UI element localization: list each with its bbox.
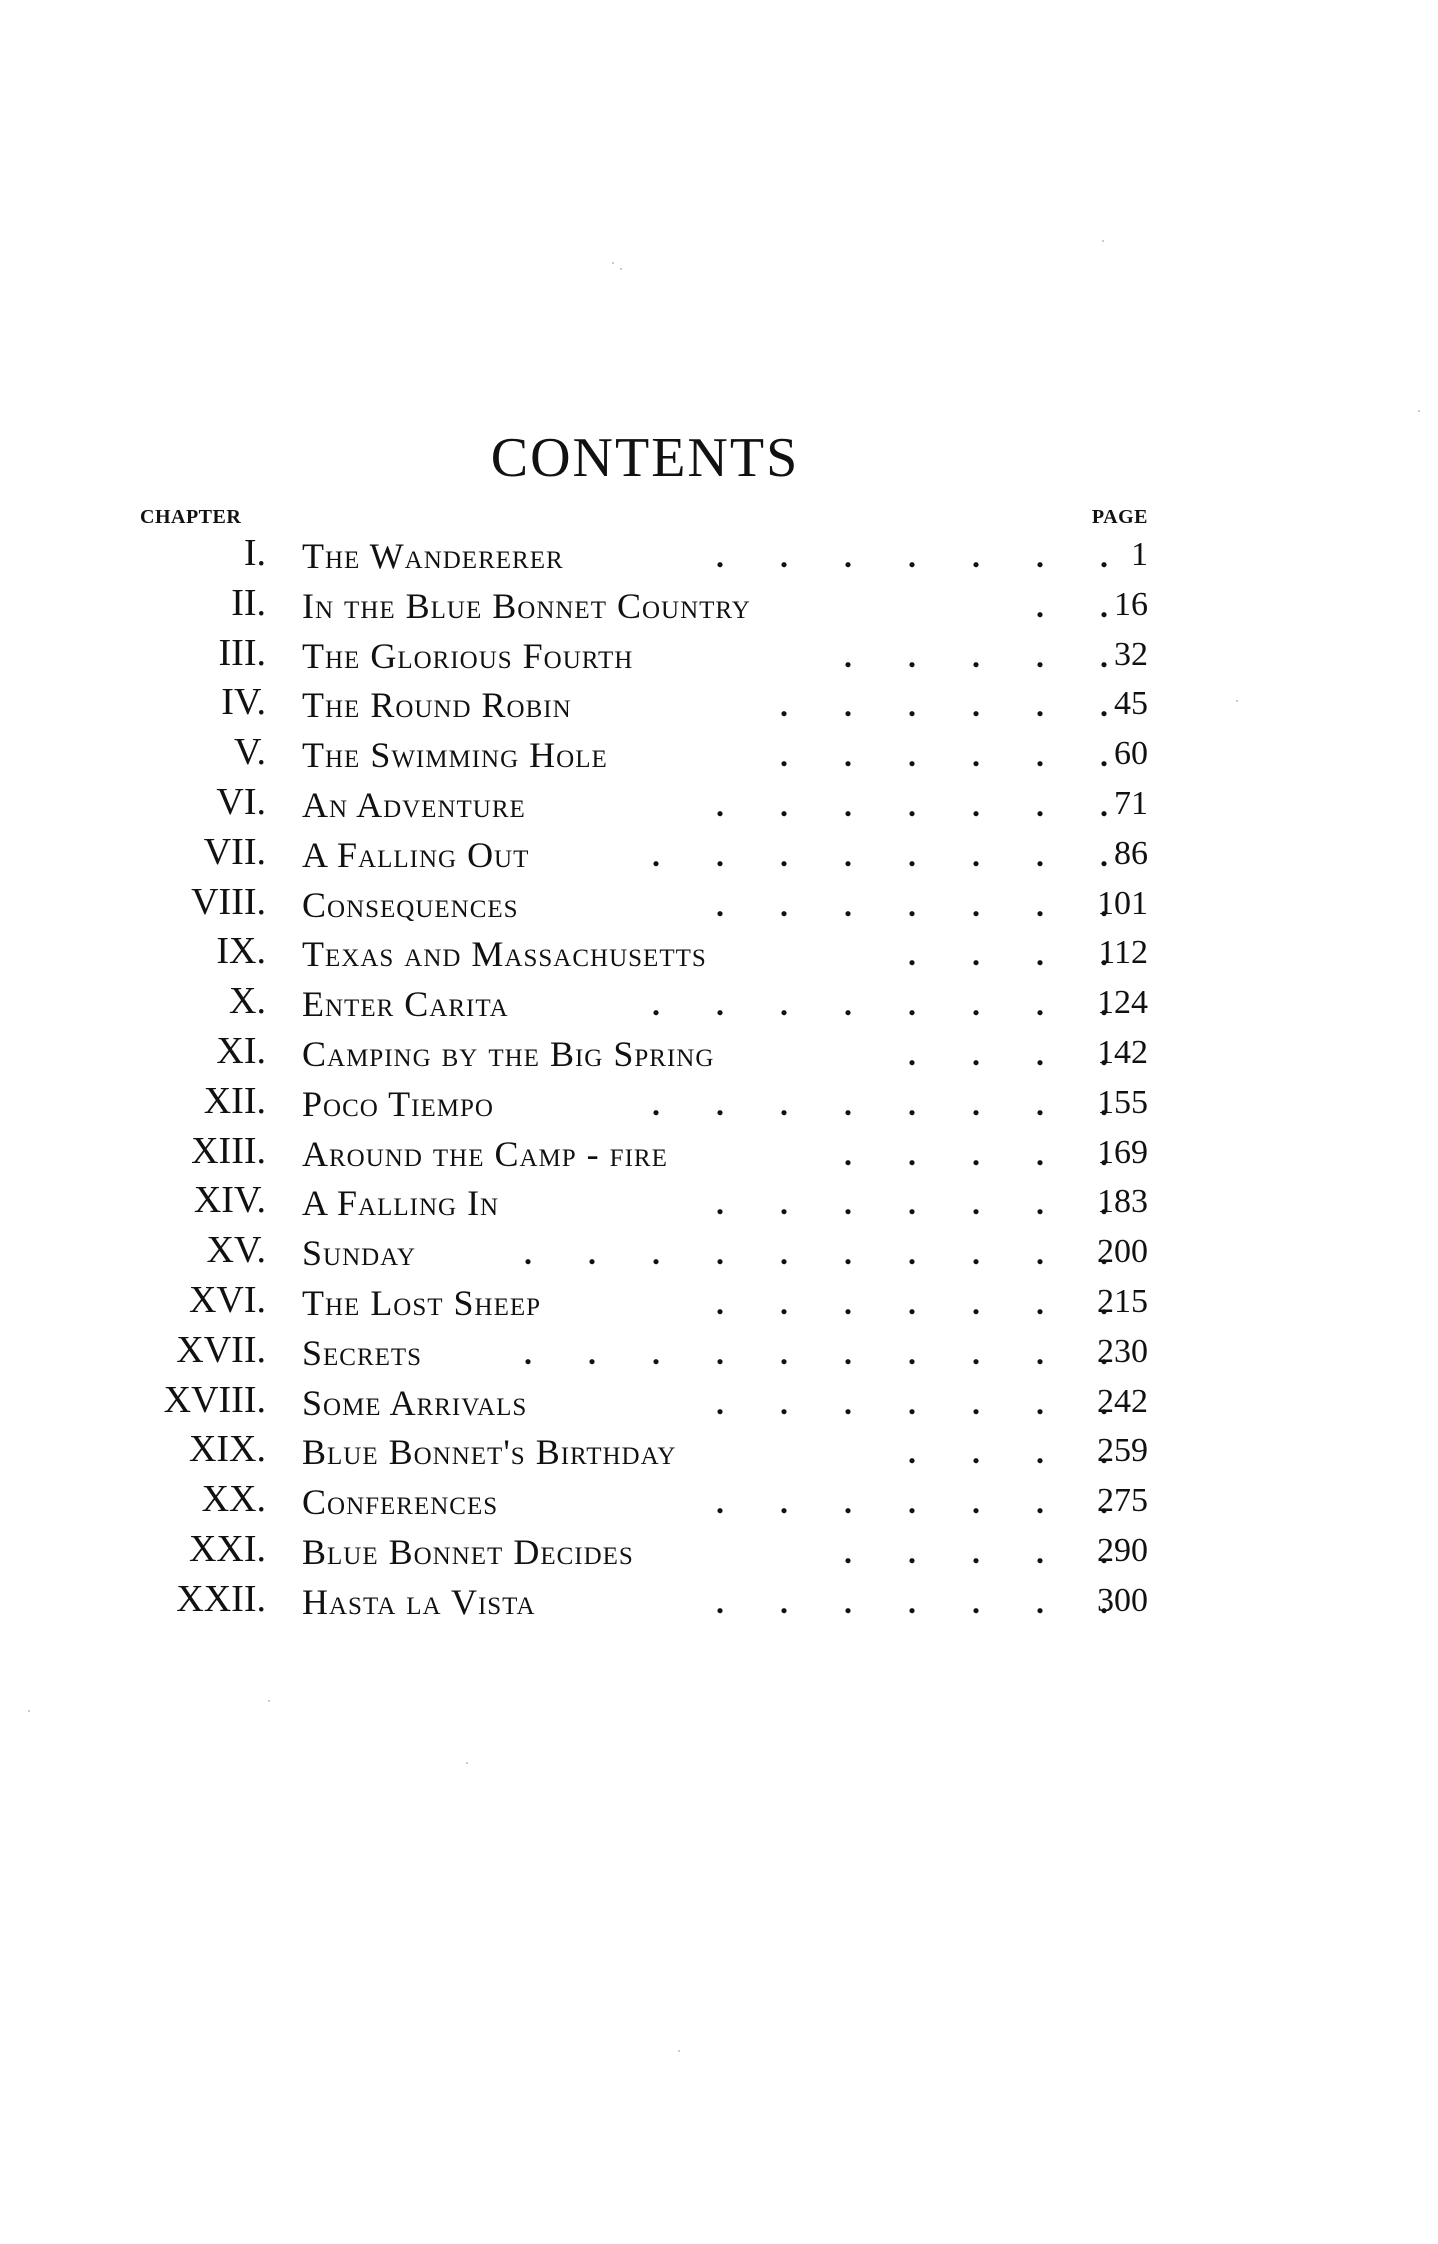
chapter-title: Texas and Massachusetts bbox=[302, 934, 707, 975]
chapter-title: Some Arrivals bbox=[302, 1382, 528, 1423]
chapter-number: VI. bbox=[216, 780, 266, 823]
page-number: 71 bbox=[1114, 784, 1148, 822]
toc-row[interactable] bbox=[0, 1128, 1438, 1178]
page-number: 155 bbox=[1097, 1083, 1148, 1121]
toc-row[interactable] bbox=[0, 1377, 1438, 1427]
chapter-number: XIX. bbox=[188, 1428, 266, 1471]
toc-row[interactable] bbox=[0, 630, 1438, 680]
toc-row[interactable] bbox=[0, 1426, 1438, 1476]
chapter-title: Around the Camp - fire bbox=[302, 1133, 668, 1174]
chapter-number: VII. bbox=[203, 830, 266, 873]
page-number: 101 bbox=[1097, 884, 1148, 922]
page-column-header: PAGE bbox=[1091, 506, 1148, 528]
chapter-title: Camping by the Big Spring bbox=[302, 1033, 715, 1074]
page-number: 1 bbox=[1131, 536, 1148, 573]
dot-leader: . . . . . . . bbox=[716, 538, 1108, 574]
page-number: 259 bbox=[1097, 1432, 1148, 1470]
chapter-title: Secrets bbox=[302, 1332, 423, 1373]
chapter-number: XVIII. bbox=[163, 1378, 266, 1421]
chapter-number: XVII. bbox=[176, 1328, 266, 1371]
toc-row[interactable] bbox=[0, 729, 1438, 779]
toc-row[interactable] bbox=[0, 530, 1438, 580]
chapter-title: Blue Bonnet Decides bbox=[302, 1531, 634, 1572]
chapter-number: IX. bbox=[216, 930, 266, 973]
chapter-number: XX. bbox=[201, 1478, 266, 1521]
chapter-title: In the Blue Bonnet Country bbox=[302, 585, 751, 626]
chapter-title: An Adventure bbox=[302, 784, 526, 825]
chapter-number: VIII. bbox=[191, 880, 266, 923]
toc-row[interactable] bbox=[0, 879, 1438, 929]
chapter-title: The Swimming Hole bbox=[302, 735, 608, 776]
chapter-title: The Round Robin bbox=[302, 685, 572, 726]
chapter-title: Consequences bbox=[302, 884, 519, 925]
chapter-number: XI. bbox=[216, 1029, 266, 1072]
chapter-title: Enter Carita bbox=[302, 984, 509, 1025]
page-number: 242 bbox=[1097, 1382, 1148, 1420]
dot-leader: . . . . . . . bbox=[716, 1384, 1108, 1421]
page-number: 290 bbox=[1097, 1531, 1148, 1569]
dot-leader: . . . . . . . . bbox=[652, 836, 1108, 873]
dot-leader: . . . . bbox=[908, 1035, 1108, 1072]
toc-row[interactable] bbox=[0, 1526, 1438, 1576]
toc-row[interactable] bbox=[0, 928, 1438, 978]
dot-leader: . . . . . . . . bbox=[652, 986, 1108, 1023]
page-number: 16 bbox=[1114, 585, 1148, 623]
chapter-title: Conferences bbox=[302, 1482, 499, 1523]
page-number: 124 bbox=[1097, 984, 1148, 1022]
dot-leader: . . . . bbox=[908, 1434, 1108, 1471]
chapter-title: The Wandererer bbox=[302, 536, 564, 576]
page-number: 183 bbox=[1097, 1183, 1148, 1221]
page-number: 200 bbox=[1097, 1233, 1148, 1271]
dot-leader: . . . . . . . . . . bbox=[524, 1235, 1108, 1272]
toc-row[interactable] bbox=[0, 1028, 1438, 1078]
chapter-title: Blue Bonnet's Birthday bbox=[302, 1432, 677, 1473]
chapter-title: The Glorious Fourth bbox=[302, 635, 634, 676]
toc-row[interactable] bbox=[0, 679, 1438, 729]
chapter-number: XXII. bbox=[176, 1577, 266, 1620]
dot-leader: . . . . . . . bbox=[716, 1484, 1108, 1521]
dot-leader: . . . . bbox=[908, 936, 1108, 973]
page-number: 300 bbox=[1097, 1581, 1148, 1619]
chapter-number: XII. bbox=[203, 1079, 266, 1122]
dot-leader: . . . . . bbox=[844, 1135, 1108, 1172]
toc-row[interactable] bbox=[0, 580, 1438, 630]
page-number: 32 bbox=[1114, 635, 1148, 673]
chapter-title: A Falling In bbox=[302, 1183, 500, 1224]
page-number: 230 bbox=[1097, 1332, 1148, 1370]
dot-leader: . . . . . . bbox=[780, 687, 1108, 724]
dot-leader: . . . . . . . . bbox=[652, 1085, 1108, 1122]
chapter-number: III. bbox=[218, 631, 266, 674]
page-number: 275 bbox=[1097, 1482, 1148, 1520]
page-number: 112 bbox=[1098, 934, 1148, 972]
toc-row[interactable] bbox=[0, 1576, 1438, 1626]
toc-row[interactable] bbox=[0, 978, 1438, 1028]
page-number: 215 bbox=[1097, 1282, 1148, 1320]
chapter-number: XV. bbox=[206, 1229, 266, 1272]
contents-title: CONTENTS bbox=[490, 427, 800, 489]
dot-leader: . . bbox=[1036, 587, 1108, 624]
chapter-number: XXI. bbox=[188, 1527, 266, 1570]
chapter-title: Hasta la Vista bbox=[302, 1581, 536, 1622]
toc-row[interactable] bbox=[0, 829, 1438, 879]
dot-leader: . . . . . . . bbox=[716, 1583, 1108, 1620]
chapter-title: Poco Tiempo bbox=[302, 1083, 494, 1124]
chapter-number: XVI. bbox=[188, 1278, 266, 1321]
chapter-number: IV. bbox=[221, 681, 266, 724]
chapter-title: Sunday bbox=[302, 1233, 416, 1274]
toc-row[interactable] bbox=[0, 1327, 1438, 1377]
chapter-title: The Lost Sheep bbox=[302, 1282, 542, 1323]
chapter-number: V. bbox=[233, 731, 266, 774]
toc-row[interactable] bbox=[0, 1177, 1438, 1227]
toc-row[interactable] bbox=[0, 779, 1438, 829]
page-number: 60 bbox=[1114, 735, 1148, 773]
dot-leader: . . . . . . . bbox=[716, 1185, 1108, 1222]
page-number: 86 bbox=[1114, 834, 1148, 872]
chapter-title: A Falling Out bbox=[302, 834, 530, 875]
page-number: 45 bbox=[1114, 685, 1148, 723]
page-number: 169 bbox=[1097, 1133, 1148, 1171]
page-number: 142 bbox=[1097, 1033, 1148, 1071]
dot-leader: . . . . . . . bbox=[716, 1284, 1108, 1321]
chapter-number: XIII. bbox=[191, 1129, 266, 1172]
table-of-contents bbox=[0, 530, 1438, 1626]
toc-row[interactable] bbox=[0, 1277, 1438, 1327]
chapter-number: II. bbox=[231, 581, 266, 624]
chapter-number: I. bbox=[243, 532, 266, 574]
dot-leader: . . . . . . . bbox=[716, 786, 1108, 823]
dot-leader: . . . . . bbox=[844, 637, 1108, 674]
chapter-column-header: CHAPTER bbox=[140, 506, 242, 528]
toc-row[interactable] bbox=[0, 1227, 1438, 1277]
dot-leader: . . . . . bbox=[844, 1533, 1108, 1570]
chapter-number: XIV. bbox=[193, 1179, 266, 1222]
dot-leader: . . . . . . bbox=[780, 737, 1108, 774]
toc-row[interactable] bbox=[0, 1078, 1438, 1128]
toc-row[interactable] bbox=[0, 1476, 1438, 1526]
dot-leader: . . . . . . . . . . bbox=[524, 1334, 1108, 1371]
dot-leader: . . . . . . . bbox=[716, 886, 1108, 923]
chapter-number: X. bbox=[229, 980, 266, 1023]
